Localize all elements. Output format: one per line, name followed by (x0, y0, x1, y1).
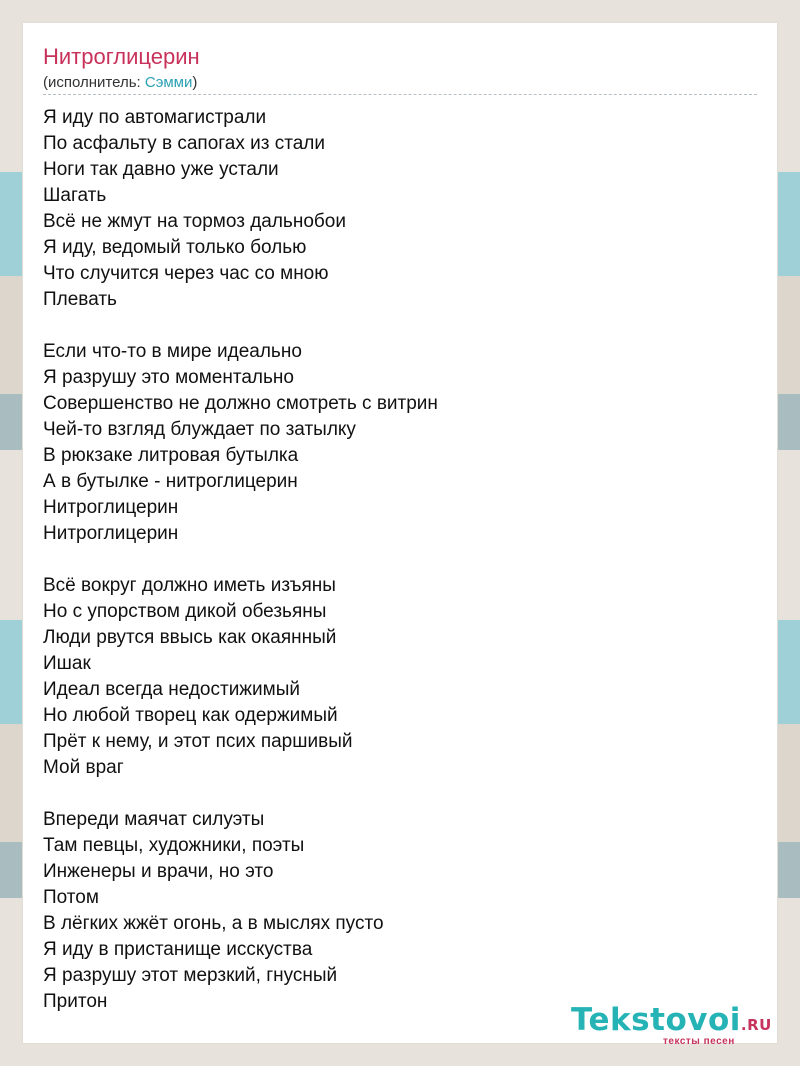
performer-line (43, 74, 197, 92)
lyric-line: В рюкзаке литровая бутылка (43, 445, 299, 466)
lyrics-body (43, 105, 743, 1015)
logo-brand: Tekstovoi (571, 1002, 741, 1038)
lyric-line: Чей-то взгляд блуждает по затылку (43, 419, 356, 440)
site-logo[interactable] (571, 1002, 772, 1047)
lyric-line: Нитроглицерин (43, 497, 179, 518)
logo-tld: .RU (740, 1016, 772, 1034)
divider (43, 94, 757, 95)
lyric-line: Мой враг (43, 757, 124, 778)
lyric-line: Я иду, ведомый только болью (43, 237, 307, 258)
verse-gap (43, 547, 743, 573)
lyric-line: Я иду по автомагистрали (43, 107, 267, 128)
lyric-line: Но любой творец как одержимый (43, 705, 338, 726)
lyric-line: Притон (43, 991, 108, 1012)
verse-gap (43, 313, 743, 339)
lyric-line: Что случится через час со мною (43, 263, 329, 284)
lyric-line: А в бутылке - нитроглицерин (43, 471, 298, 492)
lyric-line: Впереди маячат силуэты (43, 809, 265, 830)
lyric-line: Но с упорством дикой обезьяны (43, 601, 327, 622)
lyric-line: Люди рвутся ввысь как окаянный (43, 627, 337, 648)
lyric-line: Совершенство не должно смотреть с витрин (43, 393, 438, 414)
lyric-line: Всё вокруг должно иметь изъяны (43, 575, 336, 596)
lyric-line: Я иду в пристанище исскуства (43, 939, 313, 960)
performer-suffix: ) (192, 74, 198, 91)
lyric-line: Там певцы, художники, поэты (43, 835, 305, 856)
lyric-line: По асфальту в сапогах из стали (43, 133, 325, 154)
song-title: Нитроглицерин (43, 44, 200, 69)
logo-tagline: тексты песен (663, 1036, 735, 1047)
lyric-line: Всё не жмут на тормоз дальнобои (43, 211, 346, 232)
performer-link[interactable]: Сэмми (144, 74, 193, 91)
lyric-line: Я разрушу это моментально (43, 367, 294, 388)
lyric-line: Я разрушу этот мерзкий, гнусный (43, 965, 338, 986)
lyric-line: Нитроглицерин (43, 523, 179, 544)
lyric-line: Если что-то в мире идеально (43, 341, 302, 362)
lyric-line: Потом (43, 887, 99, 908)
lyrics-card (22, 22, 778, 1047)
lyric-line: Плевать (43, 289, 117, 310)
lyric-line: Идеал всегда недостижимый (43, 679, 300, 700)
performer-prefix: (исполнитель: (43, 74, 145, 91)
lyric-line: Ишак (43, 653, 91, 674)
lyric-line: Прёт к нему, и этот псих паршивый (43, 731, 353, 752)
lyric-line: Ноги так давно уже устали (43, 159, 279, 180)
lyric-line: В лёгких жжёт огонь, а в мыслях пусто (43, 913, 384, 934)
verse-gap (43, 781, 743, 807)
lyric-line: Инженеры и врачи, но это (43, 861, 274, 882)
lyric-line: Шагать (43, 185, 107, 206)
